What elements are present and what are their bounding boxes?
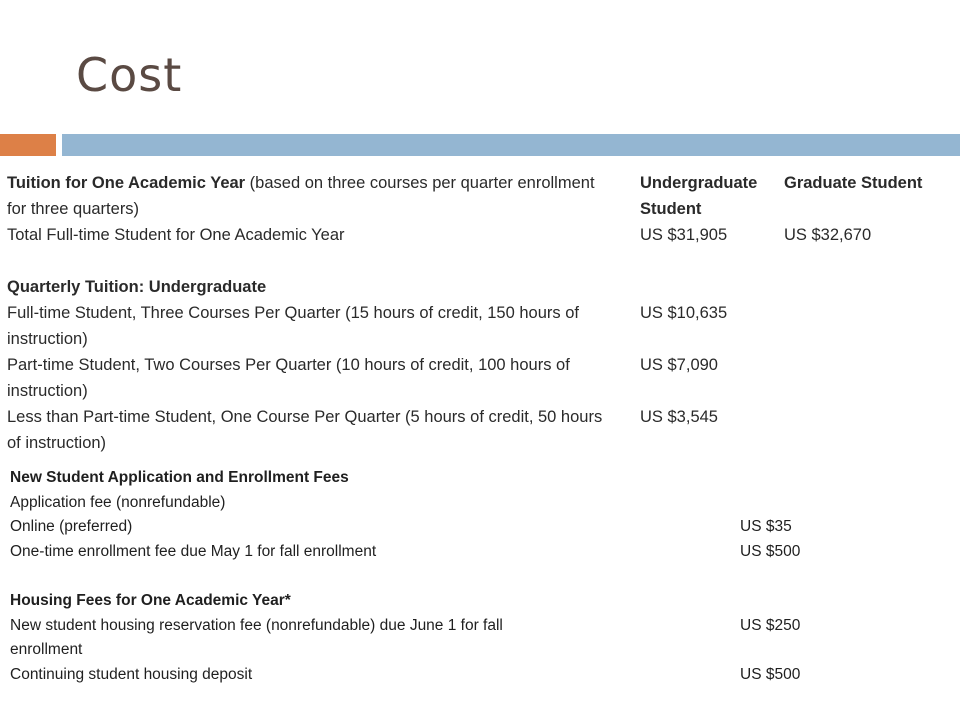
tuition-heading-note: (based on three courses per quarter enrollment for three quarters) xyxy=(7,174,595,218)
total-undergrad-value: US $31,905 xyxy=(640,226,728,244)
tuition-header-row xyxy=(7,170,937,222)
quarterly-label: Less than Part-time Student, One Course Per Quarter (5 hours of credit, 50 hours of instruction) xyxy=(7,408,603,452)
housing-value: US $500 xyxy=(740,665,801,683)
quarterly-row xyxy=(7,404,937,456)
quarterly-value: US $10,635 xyxy=(640,304,728,322)
housing-heading: Housing Fees for One Academic Year* xyxy=(10,591,291,609)
total-label: Total Full-time Student for One Academic Year xyxy=(7,226,345,244)
quarterly-heading: Quarterly Tuition: Undergraduate xyxy=(7,278,267,296)
housing-row xyxy=(10,663,940,688)
application-fee-row xyxy=(10,491,940,516)
page-title: Cost xyxy=(76,48,183,102)
quarterly-row xyxy=(7,352,937,404)
accent-bar-orange xyxy=(0,134,56,156)
quarterly-heading-row xyxy=(7,274,937,300)
fees-heading: New Student Application and Enrollment Fees xyxy=(10,469,349,486)
tuition-table xyxy=(7,170,937,456)
quarterly-row xyxy=(7,300,937,352)
housing-label: New student housing reservation fee (nonrefundable) due June 1 for fall enrollment xyxy=(10,616,503,659)
accent-bar-blue xyxy=(62,134,960,156)
fee-label: One-time enrollment fee due May 1 for fall enrollment xyxy=(10,542,377,560)
tuition-total-row xyxy=(7,222,937,248)
housing-value: US $250 xyxy=(740,616,801,634)
quarterly-value: US $7,090 xyxy=(640,356,718,374)
application-fee-label: Application fee (nonrefundable) xyxy=(10,493,226,511)
fee-value: US $500 xyxy=(740,542,801,560)
housing-row xyxy=(10,614,940,663)
fees-heading-row xyxy=(10,466,940,491)
quarterly-label: Part-time Student, Two Courses Per Quarter (10 hours of credit, 100 hours of instruction) xyxy=(7,356,570,400)
quarterly-value: US $3,545 xyxy=(640,408,718,426)
fee-label: Online (preferred) xyxy=(10,518,133,536)
quarterly-label: Full-time Student, Three Courses Per Quarter (15 hours of credit, 150 hours of instruction) xyxy=(7,304,579,348)
housing-heading-row xyxy=(10,589,940,614)
fee-row xyxy=(10,540,940,565)
col-graduate: Graduate Student xyxy=(784,174,923,192)
fees-table xyxy=(10,466,940,687)
fee-row xyxy=(10,515,940,540)
housing-label: Continuing student housing deposit xyxy=(10,665,253,683)
fee-value: US $35 xyxy=(740,518,792,536)
total-grad-value: US $32,670 xyxy=(784,226,872,244)
col-undergraduate: Undergraduate Student xyxy=(640,174,758,218)
tuition-heading-bold: Tuition for One Academic Year xyxy=(7,174,246,192)
tuition-heading xyxy=(7,170,617,222)
